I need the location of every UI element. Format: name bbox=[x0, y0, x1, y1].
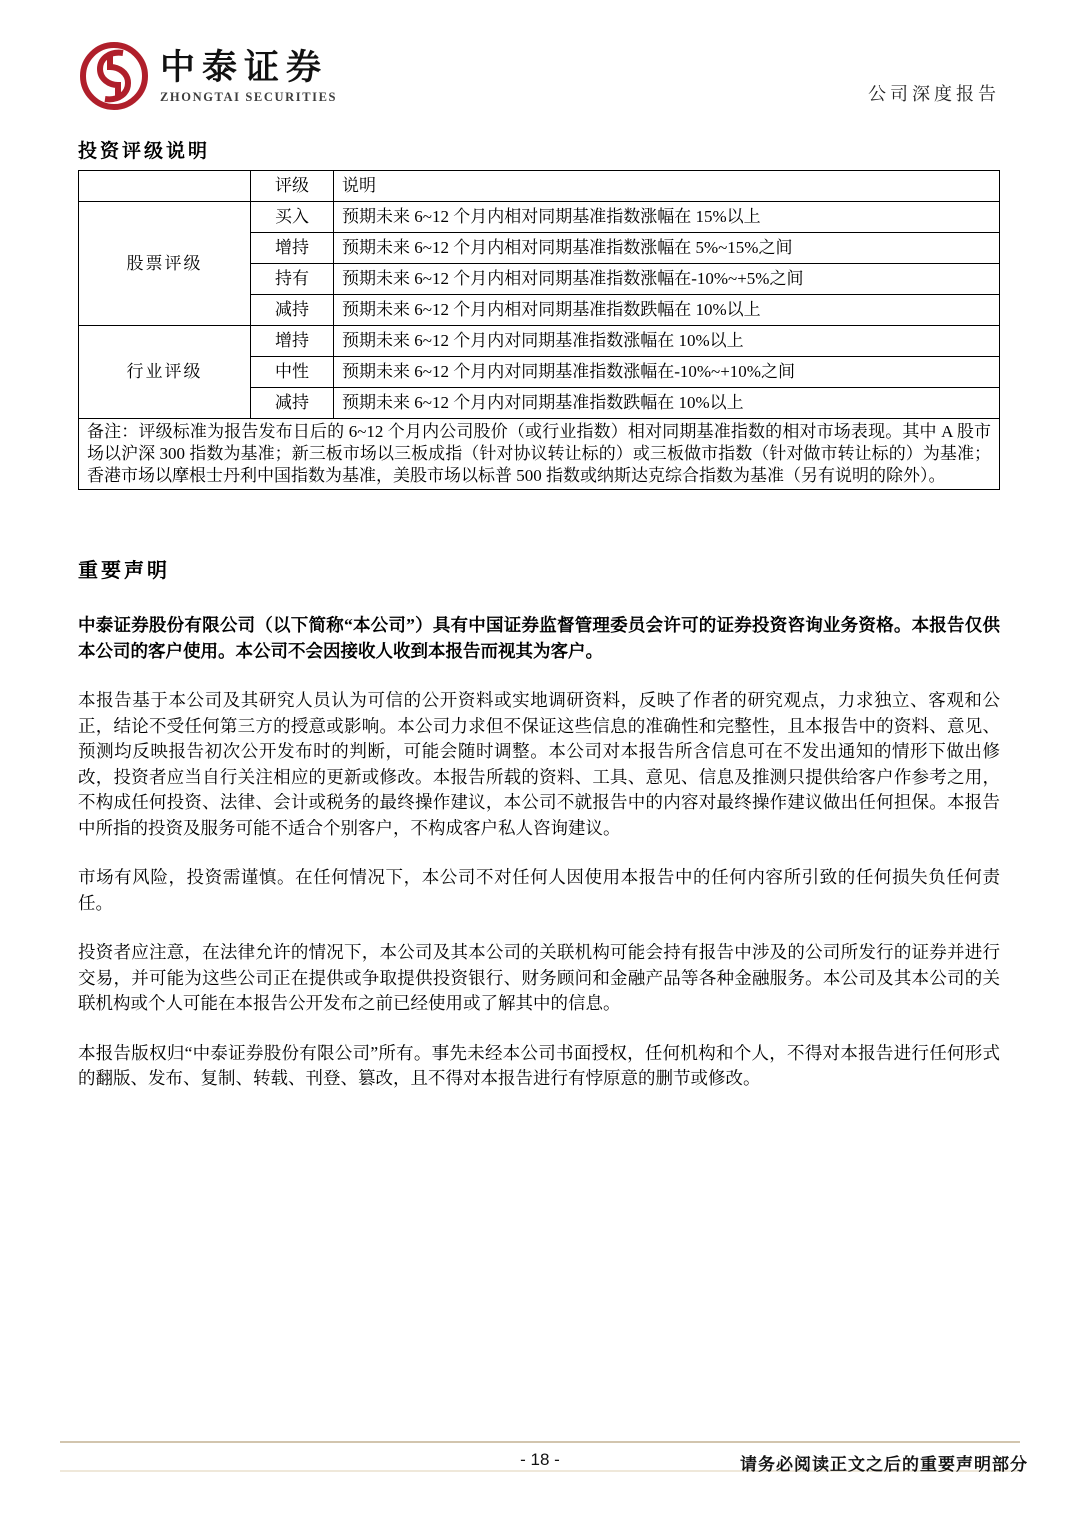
rating-label: 买入 bbox=[251, 202, 334, 233]
page-header bbox=[78, 36, 1000, 112]
rating-desc: 预期未来 6~12 个月内对同期基准指数跌幅在 10%以上 bbox=[334, 388, 1000, 419]
rating-desc: 预期未来 6~12 个月内对同期基准指数涨幅在 10%以上 bbox=[334, 326, 1000, 357]
table-row bbox=[79, 202, 1000, 233]
statement-paragraph: 本报告版权归“中泰证券股份有限公司”所有。事先未经本公司书面授权，任何机构和个人，不得对本报告进行任何形式的翻版、发布、复制、转载、刊登、篡改，且不得对本报告进行有悖原意的删节或修改。 bbox=[78, 1042, 1000, 1088]
logo-en-name: ZHONGTAI SECURITIES bbox=[160, 89, 338, 104]
header-desc-cell: 说明 bbox=[334, 171, 1000, 202]
rating-label: 增持 bbox=[251, 326, 334, 357]
table-row bbox=[79, 326, 1000, 357]
logo-cn-name: 中泰证券 bbox=[160, 47, 329, 87]
rating-desc: 预期未来 6~12 个月内相对同期基准指数涨幅在 5%~15%之间 bbox=[334, 233, 1000, 264]
rating-label: 减持 bbox=[251, 388, 334, 419]
statement-title: 重要声明 bbox=[78, 560, 170, 582]
header-rating-cell: 评级 bbox=[251, 171, 334, 202]
footer-notice: 请务必阅读正文之后的重要声明部分 bbox=[740, 1455, 1028, 1474]
statement-section bbox=[78, 554, 1000, 1092]
rating-desc: 预期未来 6~12 个月内相对同期基准指数涨幅在-10%~+5%之间 bbox=[334, 264, 1000, 295]
rating-section-title: 投资评级说明 bbox=[78, 141, 211, 162]
zhongtai-emblem-icon bbox=[78, 40, 150, 112]
rating-desc: 预期未来 6~12 个月内对同期基准指数涨幅在-10%~+10%之间 bbox=[334, 357, 1000, 388]
rating-label: 减持 bbox=[251, 295, 334, 326]
rating-label: 增持 bbox=[251, 233, 334, 264]
statement-paragraph: 市场有风险，投资需谨慎。在任何情况下，本公司不对任何人因使用本报告中的任何内容所引致的任何损失负任何责任。 bbox=[78, 867, 1000, 913]
table-header-row bbox=[79, 171, 1000, 202]
group-industry-rating: 行业评级 bbox=[79, 326, 251, 419]
table-note-row bbox=[79, 419, 1000, 490]
rating-label: 中性 bbox=[251, 357, 334, 388]
rating-desc: 预期未来 6~12 个月内相对同期基准指数涨幅在 15%以上 bbox=[334, 202, 1000, 233]
statement-paragraph: 本报告基于本公司及其研究人员认为可信的公开资料或实地调研资料，反映了作者的研究观点，力求独立、客观和公正，结论不受任何第三方的授意或影响。本公司力求但不保证这些信息的准确性和完整性，且本报告中的资料、意见、预测均反映报告初次公开发布时的判断，可能会随时调整。本公司对本报告所含信息可在不发出通知的情形下做出修改，投资者应当自行关注相应的更新或修改。本报告所载的资料、工具、意见、信息及推测只提供给客户作参考之用，不构成任何投资、法律、会计或税务的最终操作建议，本公司不就报告中的内容对最终操作建议做出任何担保。本报告中所指的投资及服务可能不适合个别客户，不构成客户私人咨询建议。 bbox=[78, 690, 1000, 838]
footer-row bbox=[60, 1443, 1028, 1474]
statement-paragraph: 中泰证券股份有限公司（以下简称“本公司”）具有中国证券监督管理委员会许可的证券投资咨询业务资格。本报告仅供本公司的客户使用。本公司不会因接收人收到本报告而视其为客户。 bbox=[78, 615, 1000, 661]
group-stock-rating: 股票评级 bbox=[79, 202, 251, 326]
statement-paragraph: 投资者应注意，在法律允许的情况下，本公司及其本公司的关联机构可能会持有报告中涉及的公司所发行的证券并进行交易，并可能为这些公司正在提供或争取提供投资银行、财务顾问和金融产品等各种金融服务。本公司及其本公司的关联机构或个人可能在本报告公开发布之前已经使用或了解其中的信息。 bbox=[78, 942, 1000, 1013]
rating-label: 持有 bbox=[251, 264, 334, 295]
rating-table bbox=[78, 170, 1000, 490]
rating-note: 备注：评级标准为报告发布日后的 6~12 个月内公司股价（或行业指数）相对同期基准指数的相对市场表现。其中 A 股市场以沪深 300 指数为基准；新三板市场以三板成指（针对协议转让标的）或三板做市指数（针对做市转让标的）为基准；香港市场以摩根士丹利中国指数为基准，美股市场以标普 500 指数或纳斯达克综合指数为基准（另有说明的除外）。 bbox=[79, 419, 1000, 490]
page-number: - 18 - bbox=[520, 1450, 560, 1469]
logo-text bbox=[160, 48, 337, 105]
rating-desc: 预期未来 6~12 个月内相对同期基准指数跌幅在 10%以上 bbox=[334, 295, 1000, 326]
zhongtai-logo bbox=[78, 40, 337, 112]
page-footer bbox=[60, 1441, 1028, 1474]
header-empty-cell bbox=[79, 171, 251, 202]
report-type-label: 公司深度报告 bbox=[868, 84, 1000, 104]
